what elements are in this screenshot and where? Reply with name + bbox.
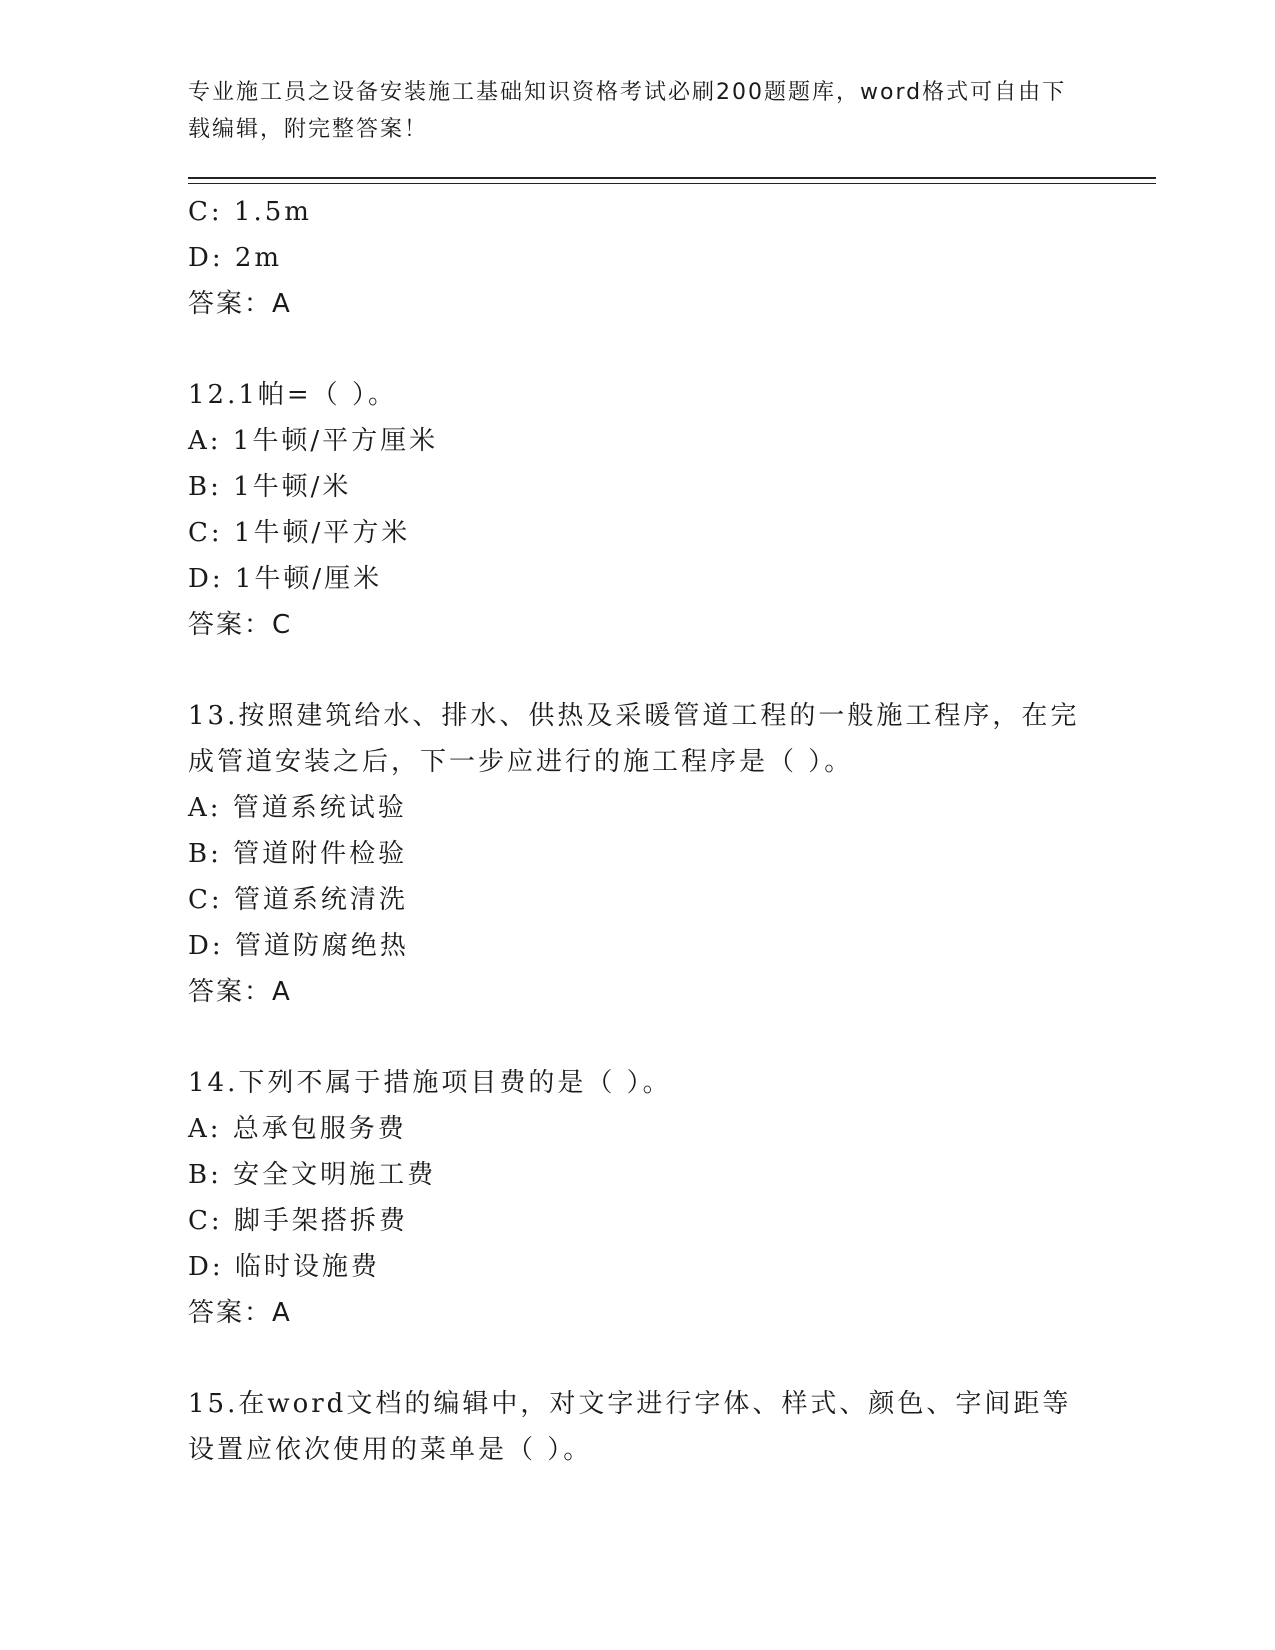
option-d: D: 1牛顿/厘米 — [188, 564, 383, 594]
option-c: C: 管道系统清洗 — [188, 885, 408, 915]
header-rule-thick — [188, 177, 1156, 179]
spacer — [188, 1015, 1088, 1060]
answer: 答案：A — [188, 1298, 292, 1328]
header-text: 专业施工员之设备安装施工基础知识资格考试必刷200题题库，word格式可自由下载编辑，附完整答案！ — [188, 80, 1067, 142]
option-a: A: 管道系统试验 — [188, 793, 407, 823]
option-d: D: 临时设施费 — [188, 1252, 380, 1282]
option-a: A: 1牛顿/平方厘米 — [188, 426, 439, 456]
option-b: B: 安全文明施工费 — [188, 1160, 437, 1190]
option-d: D: 管道防腐绝热 — [188, 931, 409, 961]
question-13 — [188, 693, 1088, 1015]
question-text: 15.在word文档的编辑中，对文字进行字体、样式、颜色、字间距等设置应依次使用的菜单是（ ）。 — [188, 1389, 1072, 1465]
spacer — [188, 648, 1088, 693]
question-text: 14.下列不属于措施项目费的是（ ）。 — [188, 1068, 672, 1098]
option-c: C: 1牛顿/平方米 — [188, 518, 411, 548]
answer: 答案：A — [188, 977, 292, 1007]
question-15 — [188, 1381, 1088, 1473]
option-b: B: 1牛顿/米 — [188, 472, 352, 502]
question-11 — [188, 189, 1088, 327]
spacer — [188, 327, 1088, 372]
spacer — [188, 1336, 1088, 1381]
question-14 — [188, 1060, 1088, 1336]
option-c: C: 脚手架搭拆费 — [188, 1206, 408, 1236]
option-b: B: 管道附件检验 — [188, 839, 408, 869]
question-12 — [188, 372, 1088, 648]
answer: 答案：A — [188, 289, 292, 319]
question-text: 13.按照建筑给水、排水、供热及采暖管道工程的一般施工程序，在完成管道安装之后，下一步应进行的施工程序是（ ）。 — [188, 701, 1080, 777]
option-a: A: 总承包服务费 — [188, 1114, 407, 1144]
option-d: D: 2m — [188, 243, 283, 273]
document-body — [188, 189, 1088, 1473]
page-header — [188, 74, 1078, 148]
question-text: 12.1帕=（ ）。 — [188, 380, 397, 410]
answer: 答案：C — [188, 610, 293, 640]
header-rule-thin — [188, 183, 1156, 184]
option-c: C: 1.5m — [188, 197, 312, 227]
